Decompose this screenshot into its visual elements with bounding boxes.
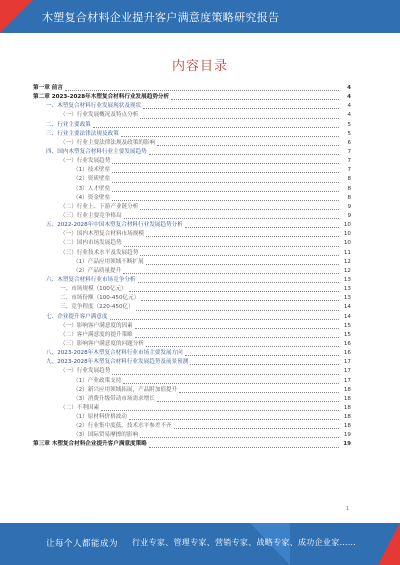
toc-dot-leader xyxy=(171,99,339,100)
toc-entry-title: （一）行业主要法律法规及政策的影响 xyxy=(60,139,156,146)
toc-entry[interactable] xyxy=(33,166,351,175)
toc-entry[interactable] xyxy=(33,285,351,294)
toc-entry-page: 13 xyxy=(343,295,351,302)
toc-entry-title: 六、木塑复合材料行业市场竞争分析 xyxy=(46,276,136,283)
toc-entry[interactable] xyxy=(33,221,351,230)
toc-entry[interactable] xyxy=(33,331,351,340)
toc-entry-page: 16 xyxy=(343,340,351,347)
toc-entry-page: 13 xyxy=(343,286,351,293)
toc-entry-page: 17 xyxy=(343,359,351,366)
toc-entry[interactable] xyxy=(33,413,351,422)
toc-dot-leader xyxy=(140,437,339,438)
table-of-contents xyxy=(33,84,351,500)
toc-entry[interactable] xyxy=(33,194,351,203)
toc-entry-title: （3）消费升级带动市场需求增长 xyxy=(73,395,155,402)
toc-entry-title: （一）行业发展趋势 xyxy=(60,158,111,165)
toc-entry-title: （1）产业政策支持 xyxy=(73,377,122,384)
toc-entry-page: 8 xyxy=(347,185,351,192)
toc-dot-leader xyxy=(141,300,339,301)
toc-entry-title: （2）资质壁垒 xyxy=(73,176,111,183)
toc-dot-leader xyxy=(157,145,339,146)
toc-dot-leader xyxy=(136,310,339,311)
toc-entry-page: 18 xyxy=(343,386,351,393)
toc-dot-leader xyxy=(124,218,339,219)
toc-dot-leader xyxy=(123,383,339,384)
toc-entry-page: 18 xyxy=(343,395,351,402)
toc-dot-leader xyxy=(112,172,339,173)
toc-entry-page: 7 xyxy=(347,158,351,165)
footer-banner xyxy=(0,523,400,565)
toc-dot-leader xyxy=(140,209,339,210)
toc-entry-page: 12 xyxy=(343,258,351,265)
toc-entry-title: （三）行业技术水平及发展趋势 xyxy=(60,249,139,256)
toc-dot-leader xyxy=(140,255,339,256)
toc-entry-page: 7 xyxy=(347,148,351,155)
toc-entry-title: 二、行业主要政策 xyxy=(46,121,91,128)
toc-dot-leader xyxy=(112,374,339,375)
footer-red-corner xyxy=(378,523,400,565)
toc-entry[interactable] xyxy=(33,313,351,322)
toc-entry-page: 4 xyxy=(347,103,351,110)
toc-entry[interactable] xyxy=(33,185,351,194)
toc-dot-leader xyxy=(93,127,339,128)
toc-entry-title: （一）国内木塑复合材料市场规模 xyxy=(60,231,144,238)
toc-entry[interactable] xyxy=(33,395,351,404)
toc-entry-page: 9 xyxy=(347,212,351,219)
toc-entry[interactable] xyxy=(33,175,351,184)
toc-entry-title: （二）行业上、下游产业链分析 xyxy=(60,203,139,210)
toc-entry-title: （一）影响客户满意度的因素 xyxy=(60,322,133,329)
toc-entry[interactable] xyxy=(33,130,351,139)
toc-entry-title: （2）新兴应用领域拓展，产品附加值提升 xyxy=(73,386,178,393)
toc-entry-page: 4 xyxy=(347,112,351,119)
toc-dot-leader xyxy=(112,200,339,201)
toc-entry-page: 5 xyxy=(347,130,351,137)
toc-dot-leader xyxy=(112,191,339,192)
toc-entry-page: 4 xyxy=(347,85,351,91)
toc-entry[interactable] xyxy=(33,139,351,148)
toc-entry-title: （二）客户满意度的提升策略 xyxy=(60,331,133,338)
report-title: 木塑复合材料企业提升客户满意度策略研究报告 xyxy=(42,11,280,24)
toc-entry-title: 四、国内木塑复合材料行业主要发展趋势 xyxy=(46,148,147,155)
toc-entry-page: 16 xyxy=(343,350,351,357)
toc-entry-page: 15 xyxy=(343,322,351,329)
toc-entry[interactable] xyxy=(33,239,351,248)
toc-dot-leader xyxy=(185,227,339,228)
toc-entry[interactable] xyxy=(33,276,351,285)
toc-entry[interactable] xyxy=(33,377,351,386)
toc-entry-page: 17 xyxy=(343,368,351,375)
toc-dot-leader xyxy=(146,346,339,347)
toc-entry[interactable] xyxy=(33,121,351,130)
page-number: 1 xyxy=(346,506,350,512)
toc-entry-page: 4 xyxy=(347,94,351,101)
toc-entry-title: 七、企业提升客户满意度 xyxy=(46,313,108,320)
toc-dot-leader xyxy=(65,90,339,91)
toc-entry[interactable] xyxy=(33,349,351,358)
toc-dot-leader xyxy=(157,401,339,402)
toc-dot-leader xyxy=(129,419,339,420)
toc-entry-page: 14 xyxy=(343,304,351,311)
toc-entry-page: 11 xyxy=(343,249,351,256)
toc-entry[interactable] xyxy=(33,322,351,331)
toc-entry-title: （一）行业发展趋势 xyxy=(60,368,111,375)
toc-entry-page: 8 xyxy=(347,176,351,183)
toc-entry-title: 第一章 前言 xyxy=(33,85,63,91)
toc-dot-leader xyxy=(143,108,339,109)
toc-dot-leader xyxy=(112,163,339,164)
toc-entry[interactable] xyxy=(33,249,351,258)
toc-dot-leader xyxy=(101,410,339,411)
toc-dot-leader xyxy=(140,118,339,119)
toc-entry-page: 18 xyxy=(343,423,351,430)
toc-entry-title: 九、2023-2028年木塑复合材料行业发展趋势及前景预测 xyxy=(46,359,189,366)
toc-entry[interactable] xyxy=(33,258,351,267)
toc-entry-page: 8 xyxy=(347,194,351,201)
toc-entry-page: 18 xyxy=(343,404,351,411)
toc-entry-page: 7 xyxy=(347,167,351,174)
toc-entry-page: 10 xyxy=(343,240,351,247)
toc-entry[interactable] xyxy=(33,303,351,312)
toc-dot-leader xyxy=(138,282,339,283)
toc-entry[interactable] xyxy=(33,404,351,413)
toc-entry-title: （1）产品应用领域不断扩展 xyxy=(73,258,144,265)
toc-entry[interactable] xyxy=(33,294,351,303)
toc-entry-title: 第三章 木塑复合材料企业提升客户满意度策略 xyxy=(33,441,147,448)
toc-entry-title: 八、2023-2028年木塑复合材料行业市场主要发展方向 xyxy=(46,350,183,357)
footer-slogan-left: 让每个人都能成为 xyxy=(46,539,119,549)
toc-entry-title: 第二章 2023-2028年木塑复合材料行业发展趋势分析 xyxy=(33,94,170,101)
toc-entry-page: 13 xyxy=(343,276,351,283)
toc-dot-leader xyxy=(112,182,339,183)
toc-entry[interactable] xyxy=(33,340,351,349)
footer-slogan-right: 行业专家、管理专家、营销专家、战略专家、成功企业家…… xyxy=(132,538,357,547)
toc-entry-title: （1）原材料价格波动 xyxy=(73,414,127,421)
toc-entry-page: 12 xyxy=(343,267,351,274)
toc-dot-leader xyxy=(179,392,339,393)
toc-heading: 内容目录 xyxy=(171,59,228,74)
toc-entry-title: 五、2022-2028年中国木塑复合材料行业发展趋势分析 xyxy=(46,222,183,229)
toc-dot-leader xyxy=(174,428,339,429)
toc-entry-page: 9 xyxy=(347,203,351,210)
toc-entry-page: 5 xyxy=(347,121,351,128)
toc-entry[interactable] xyxy=(33,111,351,120)
toc-dot-leader xyxy=(121,136,339,137)
toc-entry-title: （三）行业主要竞争格局 xyxy=(60,212,122,219)
toc-dot-leader xyxy=(149,447,339,448)
toc-entry[interactable] xyxy=(33,422,351,431)
toc-entry-title: （1）技术壁垒 xyxy=(73,167,111,174)
toc-entry-title: （2）行业集中度低，技术水平参差不齐 xyxy=(73,423,172,430)
header-banner xyxy=(0,0,400,33)
toc-entry[interactable] xyxy=(33,212,351,221)
toc-dot-leader xyxy=(129,291,339,292)
toc-dot-leader xyxy=(185,355,339,356)
toc-dot-leader xyxy=(190,364,339,365)
toc-entry-title: （3）国际贸易摩擦的影响 xyxy=(73,432,139,439)
toc-entry[interactable] xyxy=(33,440,351,449)
toc-entry-page: 15 xyxy=(343,331,351,338)
toc-entry-title: （4）资金壁垒 xyxy=(73,194,111,201)
toc-entry-page: 19 xyxy=(343,432,351,439)
toc-entry-title: （一）行业发展概况及特点分析 xyxy=(60,112,139,119)
toc-entry[interactable] xyxy=(33,431,351,440)
toc-entry[interactable] xyxy=(33,93,351,102)
toc-entry-title: 二、市场份额（100-450亿元） xyxy=(60,295,140,302)
toc-entry[interactable] xyxy=(33,203,351,212)
toc-entry-title: 一、木塑复合材料行业发展现状及现状 xyxy=(46,103,142,110)
toc-dot-leader xyxy=(149,154,339,155)
toc-entry-title: （二）国内市场发展趋势 xyxy=(60,240,122,247)
toc-entry-page: 10 xyxy=(343,231,351,238)
toc-entry[interactable] xyxy=(33,230,351,239)
toc-entry-title: （2）产品质量提升 xyxy=(73,267,122,274)
toc-dot-leader xyxy=(123,273,339,274)
toc-dot-leader xyxy=(135,337,339,338)
toc-entry-title: （二）不利因素 xyxy=(60,404,100,411)
toc-entry-title: 一、市场规模（100亿元） xyxy=(60,286,127,293)
toc-entry[interactable] xyxy=(33,102,351,111)
toc-entry-title: 三、竞争程度（220-450亿） xyxy=(60,304,134,311)
toc-entry[interactable] xyxy=(33,358,351,367)
toc-entry-title: （三）影响客户满意度的问题分析 xyxy=(60,340,144,347)
toc-entry-title: （3）人才壁垒 xyxy=(73,185,111,192)
toc-dot-leader xyxy=(135,328,339,329)
toc-entry[interactable] xyxy=(33,148,351,157)
toc-entry-page: 10 xyxy=(343,222,351,229)
toc-entry[interactable] xyxy=(33,367,351,376)
toc-dot-leader xyxy=(146,236,339,237)
toc-entry-title: 三、行业主要法律法规及政策 xyxy=(46,130,119,137)
toc-entry[interactable] xyxy=(33,157,351,166)
header-red-corner xyxy=(0,0,33,33)
toc-entry-page: 14 xyxy=(343,313,351,320)
toc-entry-page: 19 xyxy=(343,441,351,448)
toc-entry[interactable] xyxy=(33,386,351,395)
toc-entry[interactable] xyxy=(33,267,351,276)
toc-entry-page: 6 xyxy=(347,139,351,146)
toc-entry-page: 18 xyxy=(343,414,351,421)
toc-dot-leader xyxy=(146,264,339,265)
toc-entry[interactable] xyxy=(33,84,351,93)
toc-entry-page: 17 xyxy=(343,377,351,384)
toc-dot-leader xyxy=(124,246,339,247)
toc-dot-leader xyxy=(110,319,339,320)
